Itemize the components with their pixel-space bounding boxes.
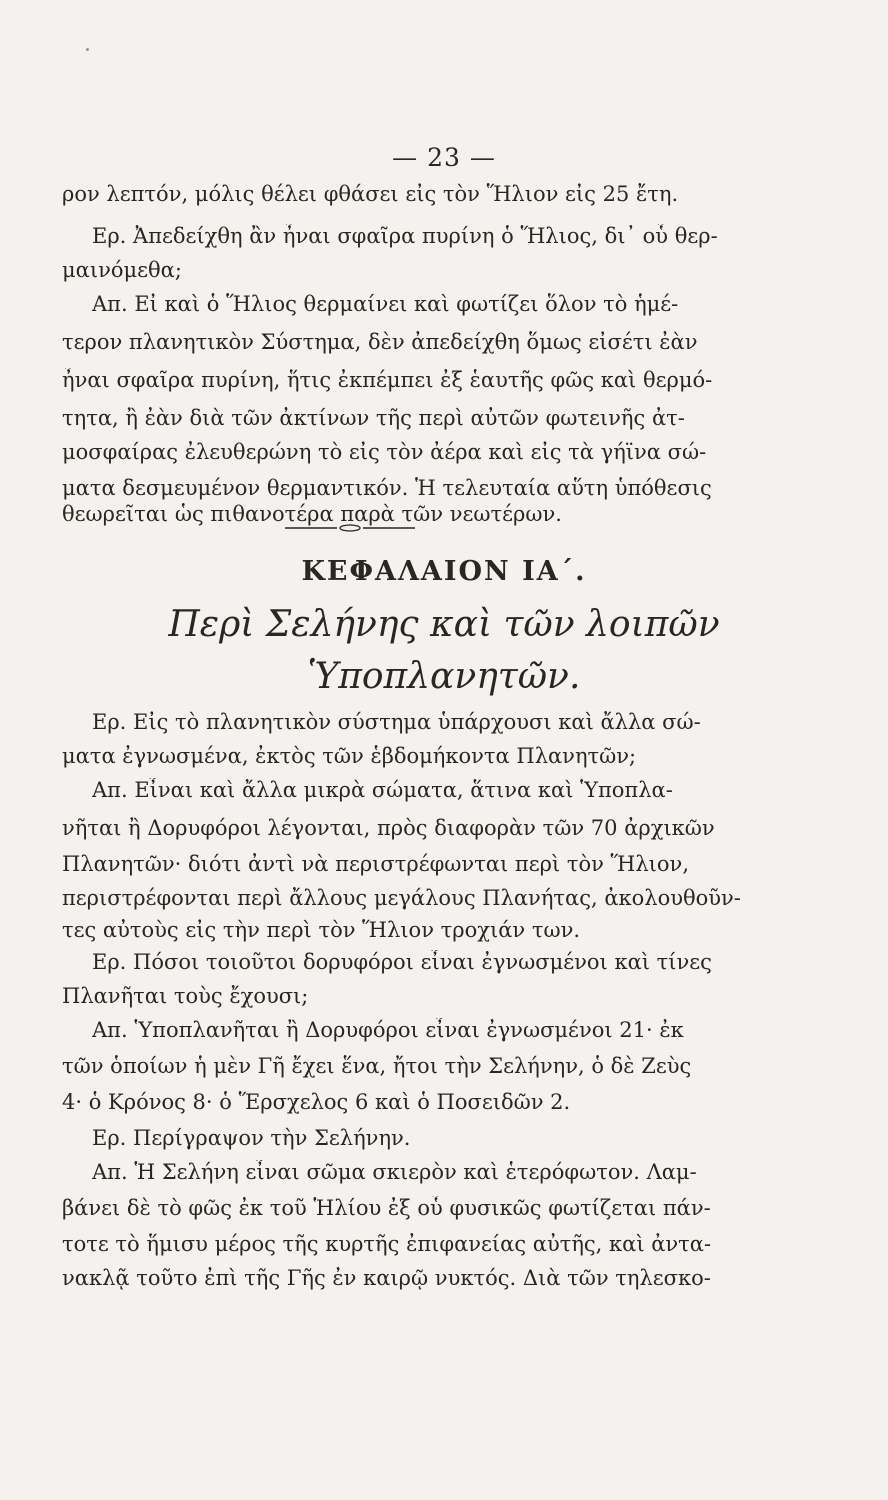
text-line: Απ. Ἡ Σελήνη εἶναι σῶμα σκιερὸν καὶ ἑτερόφωτον. Λαμ- [92, 1160, 697, 1184]
text-line: Ερ. Εἰς τὸ πλανητικὸν σύστημα ὑπάρχουσι καὶ ἄλλα σώ- [92, 710, 701, 734]
text-line: Απ. Ὑποπλανῆται ἢ Δορυφόροι εἶναι ἐγνωσμένοι 21· ἐκ [92, 1018, 684, 1042]
text-line: Απ. Εἶναι καὶ ἄλλα μικρὰ σώματα, ἅτινα καὶ Ὑποπλα- [92, 778, 673, 802]
text-line: νακλᾷ τοῦτο ἐπὶ τῆς Γῆς ἐν καιρῷ νυκτός. Διὰ τῶν τηλεσκο- [62, 1266, 711, 1290]
text-line: Ερ. Ἀπεδείχθη ἂν ἦναι σφαῖρα πυρίνη ὁ Ἥλιος, δι᾽ οὗ θερ- [92, 224, 718, 248]
text-line: ματα ἐγνωσμένα, ἐκτὸς τῶν ἑβδομήκοντα Πλανητῶν; [62, 744, 637, 768]
text-line: τερον πλανητικὸν Σύστημα, δὲν ἀπεδείχθη ὅμως εἰσέτι ἐὰν [62, 330, 698, 354]
text-line: 4· ὁ Κρόνος 8· ὁ Ἕρσχελος 6 καὶ ὁ Ποσειδῶν 2. [62, 1090, 571, 1114]
text-line: νῆται ἢ Δορυφόροι λέγονται, πρὸς διαφορὰν τῶν 70 ἀρχικῶν [62, 816, 715, 840]
text-line: βάνει δὲ τὸ φῶς ἐκ τοῦ Ἡλίου ἐξ οὗ φυσικῶς φωτίζεται πάν- [62, 1196, 711, 1220]
chapter-subtitle-line2: Ὑποπλανητῶν. [307, 656, 581, 697]
text-line: Ερ. Πόσοι τοιοῦτοι δορυφόροι εἶναι ἐγνωσμένοι καὶ τίνες [92, 950, 712, 974]
text-line: τητα, ἢ ἐὰν διὰ τῶν ἀκτίνων τῆς περὶ αὐτῶν φωτεινῆς ἀτ- [62, 406, 685, 430]
text-line: ἦναι σφαῖρα πυρίνη, ἥτις ἐκπέμπει ἐξ ἑαυτῆς φῶς καὶ θερμό- [62, 368, 713, 392]
text-line: τῶν ὁποίων ἡ μὲν Γῆ ἔχει ἕνα, ἤτοι τὴν Σελήνην, ὁ δὲ Ζεὺς [62, 1054, 692, 1078]
text-line: τες αὐτοὺς εἰς τὴν περὶ τὸν Ἥλιον τροχιάν των. [62, 918, 581, 942]
text-line: ρον λεπτόν, μόλις θέλει φθάσει εἰς τὸν Ἥλιον εἰς 25 ἔτη. [62, 182, 679, 206]
text-line: μοσφαίρας ἐλευθερώνη τὸ εἰς τὸν ἀέρα καὶ εἰς τὰ γήϊνα σώ- [62, 440, 707, 464]
chapter-title: ΚΕΦΑΛΑΙΟΝ ΙΑ΄. [301, 556, 587, 587]
text-line: ματα δεσμευμένον θερμαντικόν. Ἡ τελευταία αὕτη ὑπόθεσις [62, 476, 712, 500]
chapter-subtitle-line1: Περὶ Σελήνης καὶ τῶν λοιπῶν [168, 604, 720, 645]
page-number: — 23 — [392, 143, 496, 172]
text-line: θεωρεῖται ὡς πιθανοτέρα παρὰ τῶν νεωτέρων. [62, 502, 562, 526]
ornamental-divider [285, 524, 415, 532]
text-line: Πλανῆται τοὺς ἔχουσι; [62, 984, 309, 1008]
text-line: Ερ. Περίγραψον τὴν Σελήνην. [92, 1126, 411, 1150]
text-line: Πλανητῶν· διότι ἀντὶ νὰ περιστρέφωνται περὶ τὸν Ἥλιον, [62, 852, 689, 876]
text-line: περιστρέφονται περὶ ἄλλους μεγάλους Πλανήτας, ἀκολουθοῦν- [62, 886, 741, 910]
paper-speck [86, 48, 89, 51]
text-line: Απ. Εἰ καὶ ὁ Ἥλιος θερμαίνει καὶ φωτίζει ὅλον τὸ ἡμέ- [92, 292, 679, 316]
text-line: μαινόμεθα; [62, 258, 182, 282]
text-line: τοτε τὸ ἥμισυ μέρος τῆς κυρτῆς ἐπιφανείας αὐτῆς, καὶ ἀντα- [62, 1232, 712, 1256]
